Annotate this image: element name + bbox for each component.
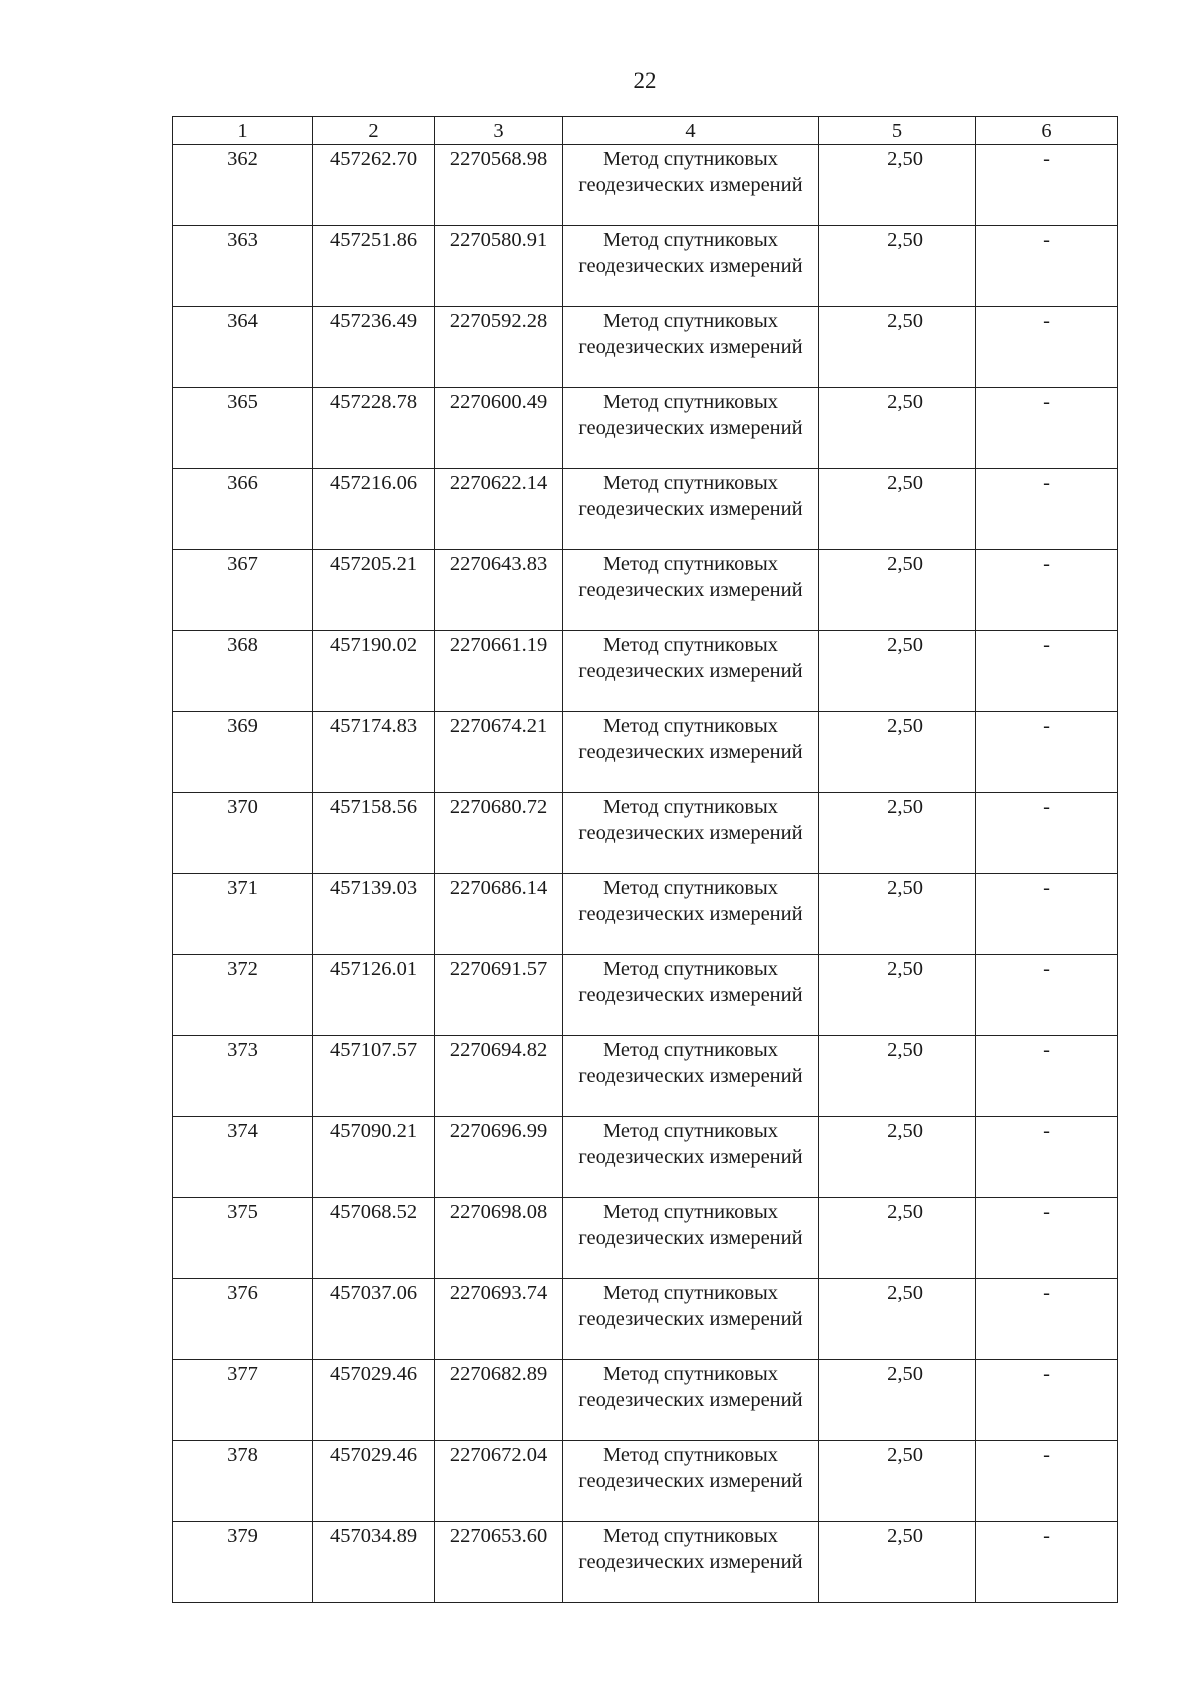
y-coordinate-cell: 2270691.57 [435, 955, 563, 1036]
accuracy-cell: 2,50 [819, 469, 976, 550]
header-cell: 1 [173, 117, 313, 145]
method-cell: Метод спутниковых геодезических измерений [563, 874, 819, 955]
x-coordinate-cell: 457034.89 [313, 1522, 435, 1603]
accuracy-cell: 2,50 [819, 550, 976, 631]
table-row [173, 145, 1118, 226]
y-coordinate-cell: 2270622.14 [435, 469, 563, 550]
method-cell: Метод спутниковых геодезических измерений [563, 793, 819, 874]
x-coordinate-cell: 457190.02 [313, 631, 435, 712]
x-coordinate-cell: 457029.46 [313, 1360, 435, 1441]
point-number-cell: 366 [173, 469, 313, 550]
x-coordinate-cell: 457090.21 [313, 1117, 435, 1198]
accuracy-cell: 2,50 [819, 1360, 976, 1441]
method-cell: Метод спутниковых геодезических измерений [563, 226, 819, 307]
point-number-cell: 379 [173, 1522, 313, 1603]
x-coordinate-cell: 457205.21 [313, 550, 435, 631]
method-cell: Метод спутниковых геодезических измерений [563, 1036, 819, 1117]
accuracy-cell: 2,50 [819, 1117, 976, 1198]
point-number-cell: 367 [173, 550, 313, 631]
y-coordinate-cell: 2270653.60 [435, 1522, 563, 1603]
y-coordinate-cell: 2270600.49 [435, 388, 563, 469]
table-row [173, 874, 1118, 955]
accuracy-cell: 2,50 [819, 145, 976, 226]
table-row [173, 307, 1118, 388]
y-coordinate-cell: 2270661.19 [435, 631, 563, 712]
table-row [173, 1117, 1118, 1198]
x-coordinate-cell: 457251.86 [313, 226, 435, 307]
accuracy-cell: 2,50 [819, 712, 976, 793]
y-coordinate-cell: 2270674.21 [435, 712, 563, 793]
x-coordinate-cell: 457029.46 [313, 1441, 435, 1522]
table-row [173, 1279, 1118, 1360]
point-number-cell: 365 [173, 388, 313, 469]
note-cell: - [976, 469, 1118, 550]
table-row [173, 550, 1118, 631]
header-cell: 2 [313, 117, 435, 145]
method-cell: Метод спутниковых геодезических измерений [563, 1198, 819, 1279]
table-row [173, 1522, 1118, 1603]
accuracy-cell: 2,50 [819, 226, 976, 307]
note-cell: - [976, 1522, 1118, 1603]
method-cell: Метод спутниковых геодезических измерений [563, 631, 819, 712]
note-cell: - [976, 793, 1118, 874]
x-coordinate-cell: 457068.52 [313, 1198, 435, 1279]
point-number-cell: 368 [173, 631, 313, 712]
accuracy-cell: 2,50 [819, 1198, 976, 1279]
note-cell: - [976, 307, 1118, 388]
y-coordinate-cell: 2270694.82 [435, 1036, 563, 1117]
table-row [173, 631, 1118, 712]
method-cell: Метод спутниковых геодезических измерений [563, 388, 819, 469]
x-coordinate-cell: 457174.83 [313, 712, 435, 793]
y-coordinate-cell: 2270643.83 [435, 550, 563, 631]
method-cell: Метод спутниковых геодезических измерений [563, 145, 819, 226]
method-cell: Метод спутниковых геодезических измерений [563, 1279, 819, 1360]
y-coordinate-cell: 2270568.98 [435, 145, 563, 226]
point-number-cell: 370 [173, 793, 313, 874]
note-cell: - [976, 1117, 1118, 1198]
accuracy-cell: 2,50 [819, 874, 976, 955]
point-number-cell: 377 [173, 1360, 313, 1441]
accuracy-cell: 2,50 [819, 1522, 976, 1603]
table-row [173, 469, 1118, 550]
y-coordinate-cell: 2270680.72 [435, 793, 563, 874]
note-cell: - [976, 1198, 1118, 1279]
note-cell: - [976, 631, 1118, 712]
point-number-cell: 364 [173, 307, 313, 388]
accuracy-cell: 2,50 [819, 955, 976, 1036]
point-number-cell: 363 [173, 226, 313, 307]
accuracy-cell: 2,50 [819, 307, 976, 388]
accuracy-cell: 2,50 [819, 388, 976, 469]
note-cell: - [976, 1036, 1118, 1117]
x-coordinate-cell: 457107.57 [313, 1036, 435, 1117]
header-cell: 3 [435, 117, 563, 145]
table-row [173, 226, 1118, 307]
table-row [173, 388, 1118, 469]
method-cell: Метод спутниковых геодезических измерений [563, 1360, 819, 1441]
x-coordinate-cell: 457158.56 [313, 793, 435, 874]
note-cell: - [976, 145, 1118, 226]
accuracy-cell: 2,50 [819, 1441, 976, 1522]
method-cell: Метод спутниковых геодезических измерений [563, 307, 819, 388]
accuracy-cell: 2,50 [819, 1279, 976, 1360]
point-number-cell: 374 [173, 1117, 313, 1198]
y-coordinate-cell: 2270592.28 [435, 307, 563, 388]
table-row [173, 1441, 1118, 1522]
method-cell: Метод спутниковых геодезических измерений [563, 469, 819, 550]
y-coordinate-cell: 2270698.08 [435, 1198, 563, 1279]
y-coordinate-cell: 2270672.04 [435, 1441, 563, 1522]
y-coordinate-cell: 2270693.74 [435, 1279, 563, 1360]
table-row [173, 1360, 1118, 1441]
accuracy-cell: 2,50 [819, 1036, 976, 1117]
note-cell: - [976, 712, 1118, 793]
x-coordinate-cell: 457216.06 [313, 469, 435, 550]
y-coordinate-cell: 2270686.14 [435, 874, 563, 955]
method-cell: Метод спутниковых геодезических измерений [563, 1522, 819, 1603]
point-number-cell: 376 [173, 1279, 313, 1360]
x-coordinate-cell: 457262.70 [313, 145, 435, 226]
note-cell: - [976, 550, 1118, 631]
accuracy-cell: 2,50 [819, 793, 976, 874]
table-row [173, 1036, 1118, 1117]
x-coordinate-cell: 457139.03 [313, 874, 435, 955]
note-cell: - [976, 1360, 1118, 1441]
point-number-cell: 375 [173, 1198, 313, 1279]
method-cell: Метод спутниковых геодезических измерений [563, 1441, 819, 1522]
note-cell: - [976, 226, 1118, 307]
y-coordinate-cell: 2270682.89 [435, 1360, 563, 1441]
x-coordinate-cell: 457228.78 [313, 388, 435, 469]
note-cell: - [976, 1279, 1118, 1360]
header-row [173, 117, 1118, 145]
note-cell: - [976, 1441, 1118, 1522]
x-coordinate-cell: 457037.06 [313, 1279, 435, 1360]
method-cell: Метод спутниковых геодезических измерений [563, 1117, 819, 1198]
x-coordinate-cell: 457126.01 [313, 955, 435, 1036]
x-coordinate-cell: 457236.49 [313, 307, 435, 388]
method-cell: Метод спутниковых геодезических измерений [563, 550, 819, 631]
page-number: 22 [633, 68, 657, 93]
point-number-cell: 362 [173, 145, 313, 226]
accuracy-cell: 2,50 [819, 631, 976, 712]
table-body [173, 117, 1118, 1603]
table-row [173, 955, 1118, 1036]
method-cell: Метод спутниковых геодезических измерений [563, 955, 819, 1036]
header-cell: 6 [976, 117, 1118, 145]
y-coordinate-cell: 2270696.99 [435, 1117, 563, 1198]
header-cell: 5 [819, 117, 976, 145]
note-cell: - [976, 955, 1118, 1036]
point-number-cell: 378 [173, 1441, 313, 1522]
header-cell: 4 [563, 117, 819, 145]
method-cell: Метод спутниковых геодезических измерений [563, 712, 819, 793]
y-coordinate-cell: 2270580.91 [435, 226, 563, 307]
point-number-cell: 369 [173, 712, 313, 793]
note-cell: - [976, 874, 1118, 955]
note-cell: - [976, 388, 1118, 469]
table-row [173, 712, 1118, 793]
point-number-cell: 373 [173, 1036, 313, 1117]
coordinates-table [172, 116, 1118, 1603]
table-row [173, 793, 1118, 874]
point-number-cell: 372 [173, 955, 313, 1036]
point-number-cell: 371 [173, 874, 313, 955]
table-row [173, 1198, 1118, 1279]
